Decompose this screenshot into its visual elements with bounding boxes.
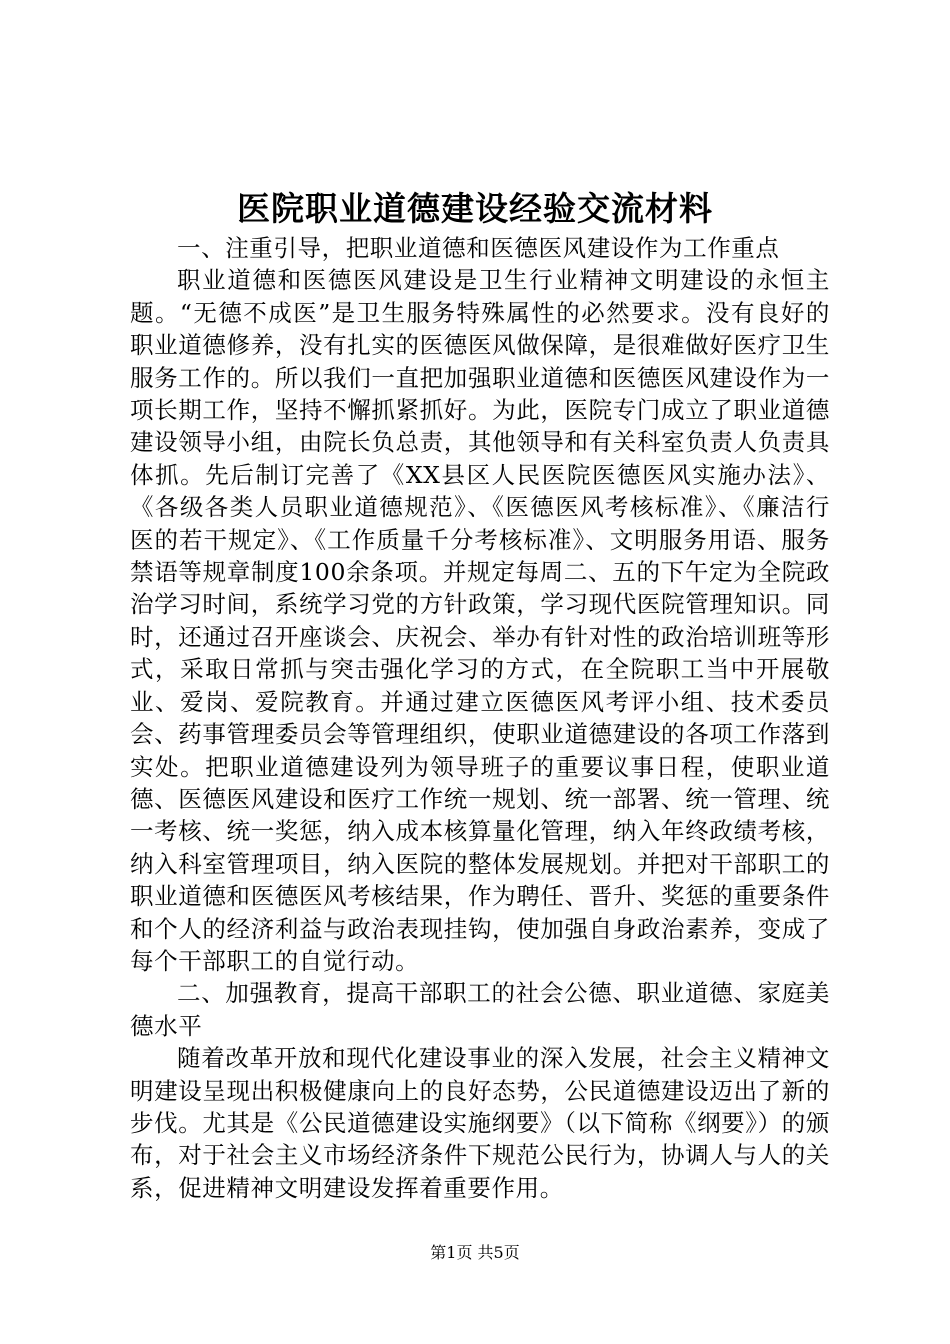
section-heading-1: 一、注重引导，把职业道德和医德医风建设作为工作重点	[177, 234, 780, 262]
section-heading-2: 二、加强教育，提高干部职工的社会公德、职业道德、家庭美德水平	[130, 979, 830, 1040]
body-paragraph-2: 随着改革开放和现代化建设事业的深入发展，社会主义精神文明建设呈现出积极健康向上的良好态势，公民道德建设迈出了新的步伐。尤其是《公民道德建设实施纲要》（以下简称《纲要》）的颁布，对于社会主义市场经济条件下规范公民行为，协调人与人的关系，促进精神文明建设发挥着重要作用。	[130, 1044, 830, 1202]
body-paragraph-1: 职业道德和医德医风建设是卫生行业精神文明建设的永恒主题。“无德不成医”是卫生服务特殊属性的必然要求。没有良好的职业道德修养，没有扎实的医德医风做保障，是很难做好医疗卫生服务工作的。所以我们一直把加强职业道德和医德医风建设作为一项长期工作，坚持不懈抓紧抓好。为此，医院专门成立了职业道德建设领导小组，由院长负总责，其他领导和有关科室负责人负责具体抓。先后制订完善了《XX县区人民医院医德医风实施办法》、《各级各类人员职业道德规范》、《医德医风考核标准》、《廉洁行医的若干规定》、《工作质量千分考核标准》、文明服务用语、服务禁语等规章制度100余条项。并规定每周二、五的下午定为全院政治学习时间，系统学习党的方针政策，学习现代医院管理知识。同时，还通过召开座谈会、庆祝会、举办有针对性的政治培训班等形式，采取日常抓与突击强化学习的方式，在全院职工当中开展敬业、爱岗、爱院教育。并通过建立医德医风考评小组、技术委员会、药事管理委员会等管理组织，使职业道德建设的各项工作落到实处。把职业道德建设列为领导班子的重要议事日程，使职业道德、医德医风建设和医疗工作统一规划、统一部署、统一管理、统一考核、统一奖惩，纳入成本核算量化管理，纳入年终政绩考核，纳入科室管理项目，纳入医院的整体发展规划。并把对干部职工的职业道德和医德医风考核结果，作为聘任、晋升、奖惩的重要条件和个人的经济利益与政治表现挂钩，使加强自身政治素养，变成了每个干部职工的自觉行动。	[130, 266, 830, 975]
page-number-footer: 第1页 共5页	[430, 1243, 520, 1262]
document-title: 医院职业道德建设经验交流材料	[237, 189, 713, 228]
document-body	[130, 232, 830, 1204]
